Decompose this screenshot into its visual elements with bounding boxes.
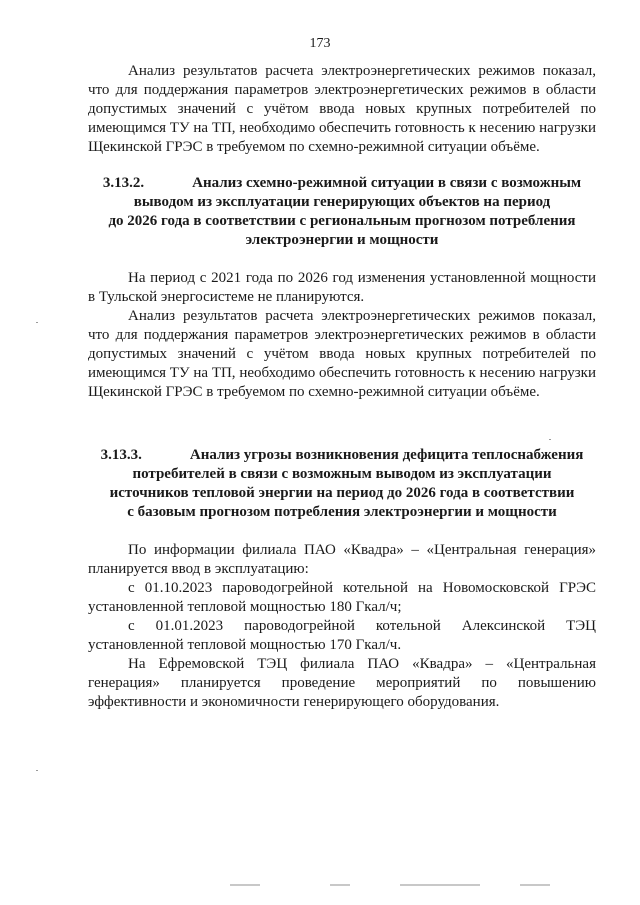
section-heading-3-13-3 xyxy=(88,446,596,522)
section-number: 3.13.2. xyxy=(102,175,145,191)
paragraph: с 01.10.2023 пароводогрейной котельной на Новомосковской ГРЭС установленной тепловой мощностью 180 Гкал/ч; xyxy=(88,580,596,615)
section-title-line: Анализ угрозы возникновения дефицита теплоснабжения xyxy=(189,447,584,463)
section-title-line: Анализ схемно-режимной ситуации в связи с возможным xyxy=(192,175,582,191)
section-title-line: выводом из эксплуатации генерирующих объектов на период xyxy=(133,194,551,210)
paragraph: На Ефремовской ТЭЦ филиала ПАО «Квадра» – «Центральная генерация» планируется проведение мероприятий по повышению эффективности и экономичности генерирующего оборудования. xyxy=(88,656,596,710)
document-body xyxy=(88,62,596,712)
page-number: 173 xyxy=(309,36,331,51)
section-title-line: источников тепловой энергии на период до 2026 года в соответствии xyxy=(109,485,575,501)
section-title-line: потребителей в связи с возможным выводом из эксплуатации xyxy=(132,466,552,482)
paragraph: Анализ результатов расчета электроэнергетических режимов показал, что для поддержания параметров электроэнергетических режимов в области допустимых значений с учётом ввода новых крупных потребителей по имеющимся ТУ на ТП, необходимо обеспечить готовность к несению нагрузки Щекинской ГРЭС в требуемом по схемно-режимной ситуации объёме. xyxy=(88,63,596,155)
section-heading-3-13-2 xyxy=(88,174,596,250)
paragraph: с 01.01.2023 пароводогрейной котельной Алексинской ТЭЦ установленной тепловой мощностью 170 Гкал/ч. xyxy=(88,618,596,653)
scan-speck xyxy=(36,322,38,323)
scan-edge xyxy=(400,884,480,886)
scan-edge xyxy=(520,884,550,886)
section-title-line: до 2026 года в соответствии с региональным прогнозом потребления xyxy=(108,213,576,229)
paragraph: Анализ результатов расчета электроэнергетических режимов показал, что для поддержания параметров электроэнергетических режимов в области допустимых значений с учётом ввода новых крупных потребителей по имеющимся ТУ на ТП, необходимо обеспечить готовность к несению нагрузки Щекинской ГРЭС в требуемом по схемно-режимной ситуации объёме. xyxy=(88,308,596,400)
section-number: 3.13.3. xyxy=(100,447,142,463)
scan-edge xyxy=(230,884,260,886)
section-title-line: с базовым прогнозом потребления электроэнергии и мощности xyxy=(127,504,557,520)
paragraph: По информации филиала ПАО «Квадра» – «Центральная генерация» планируется ввод в эксплуатацию: xyxy=(88,542,596,577)
paragraph: На период с 2021 года по 2026 год изменения установленной мощности в Тульской энергосистеме не планируются. xyxy=(88,270,596,305)
section-title-line: электроэнергии и мощности xyxy=(245,232,439,248)
scan-speck xyxy=(549,439,551,440)
scan-edge xyxy=(330,884,350,886)
scan-speck xyxy=(36,770,38,771)
